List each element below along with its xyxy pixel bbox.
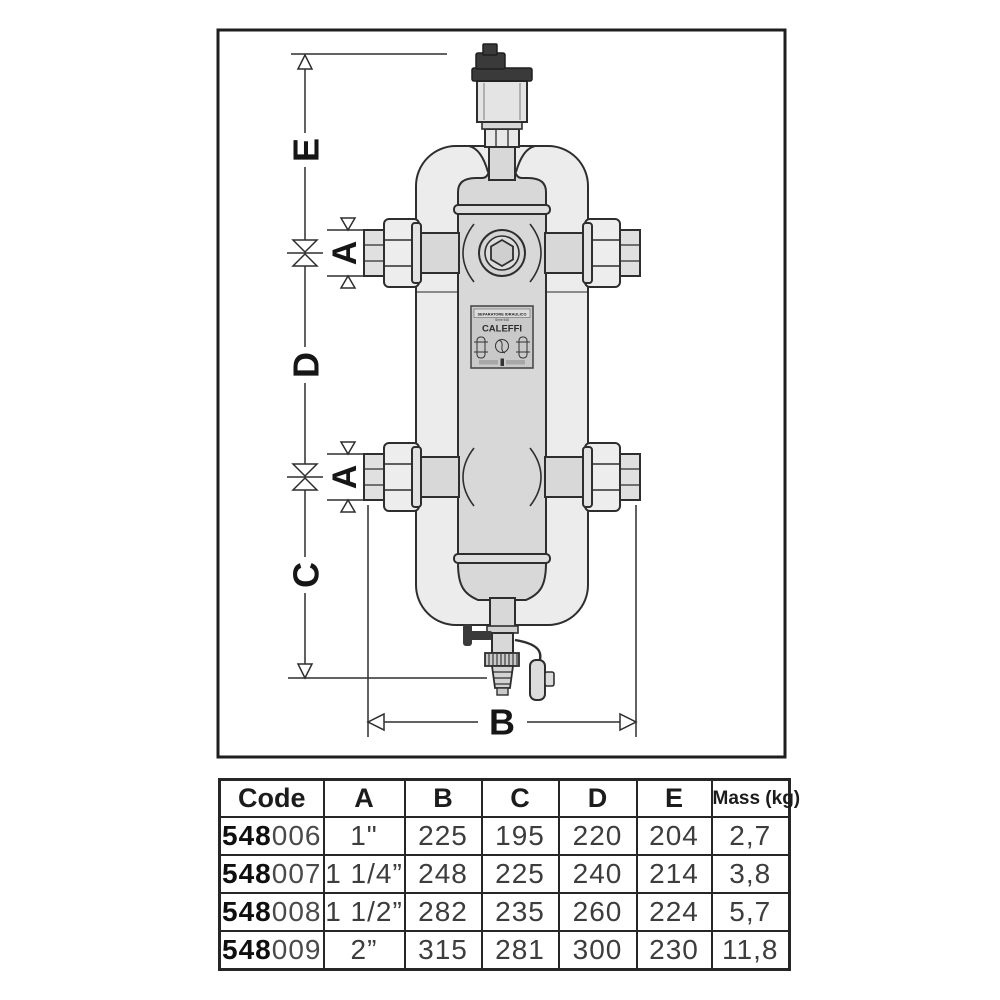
code-cell xyxy=(220,817,324,855)
table-row xyxy=(220,817,790,855)
dim-label-b: B xyxy=(489,701,515,743)
vent-hex-nut xyxy=(485,129,519,147)
cell-b: 225 xyxy=(405,817,482,855)
dim-label-e: E xyxy=(285,137,327,163)
cell-d: 300 xyxy=(559,931,637,970)
cell-mass: 5,7 xyxy=(712,893,790,931)
code-suffix: 007 xyxy=(271,858,322,889)
code-prefix: 548 xyxy=(222,934,272,965)
code-suffix: 009 xyxy=(271,934,322,965)
code-suffix: 006 xyxy=(271,820,322,851)
cell-b: 315 xyxy=(405,931,482,970)
drain-cap-nub xyxy=(545,672,554,686)
code-prefix: 548 xyxy=(222,896,272,927)
vessel-ring xyxy=(454,205,550,214)
cell-e: 204 xyxy=(637,817,712,855)
code-cell xyxy=(220,855,324,893)
cell-mass: 11,8 xyxy=(712,931,790,970)
cell-e: 214 xyxy=(637,855,712,893)
cell-a: 2” xyxy=(324,931,405,970)
cell-b: 248 xyxy=(405,855,482,893)
col-header-e: E xyxy=(637,780,712,818)
cell-e: 224 xyxy=(637,893,712,931)
drain-hose-barb xyxy=(492,666,513,688)
label-smalltext xyxy=(506,360,525,365)
header-row xyxy=(220,780,790,818)
vent-ring xyxy=(472,68,532,81)
drain-handle xyxy=(463,624,472,646)
cell-c: 281 xyxy=(482,931,559,970)
vent-base xyxy=(482,122,522,129)
hex-plug-nut-icon xyxy=(491,240,513,266)
col-header-mass: Mass (kg) xyxy=(712,780,790,818)
vessel-bottom-dome xyxy=(458,563,546,600)
code-cell xyxy=(220,931,324,970)
table-row xyxy=(220,855,790,893)
dim-label-a-lower: A xyxy=(326,464,364,490)
dim-label-d: D xyxy=(285,352,327,378)
cell-b: 282 xyxy=(405,893,482,931)
cell-d: 260 xyxy=(559,893,637,931)
spec-table xyxy=(218,778,801,971)
label-brand: CALEFFI xyxy=(481,323,523,335)
cell-d: 240 xyxy=(559,855,637,893)
cell-mass: 3,8 xyxy=(712,855,790,893)
cell-a: 1 1/4” xyxy=(324,855,405,893)
cell-d: 220 xyxy=(559,817,637,855)
code-suffix: 008 xyxy=(271,896,322,927)
col-header-c: C xyxy=(482,780,559,818)
label-title: SEPARATORE IDRAULICO xyxy=(477,311,527,317)
drain-barb-tip xyxy=(497,688,508,695)
table-row xyxy=(220,893,790,931)
drain-knurled-ring xyxy=(485,653,519,666)
cell-c: 225 xyxy=(482,855,559,893)
code-prefix: 548 xyxy=(222,858,272,889)
label-smalltext xyxy=(479,360,498,365)
spec-table-container xyxy=(218,778,801,971)
col-header-b: B xyxy=(405,780,482,818)
vessel-ring xyxy=(454,554,550,563)
cell-a: 1" xyxy=(324,817,405,855)
product-label xyxy=(471,306,533,368)
drain-body xyxy=(492,633,513,653)
cell-c: 235 xyxy=(482,893,559,931)
code-prefix: 548 xyxy=(222,820,272,851)
dim-label-c: C xyxy=(285,562,327,588)
cell-a: 1 1/2” xyxy=(324,893,405,931)
code-cell xyxy=(220,893,324,931)
label-divider xyxy=(501,359,505,367)
vent-neck xyxy=(489,146,515,180)
label-series: Serie 548 xyxy=(495,318,509,323)
separator-vessel xyxy=(454,146,550,600)
col-header-code: Code xyxy=(220,780,324,818)
vent-nipple xyxy=(483,44,497,55)
cell-c: 195 xyxy=(482,817,559,855)
drain-cap xyxy=(530,660,545,700)
table-row xyxy=(220,931,790,970)
cell-mass: 2,7 xyxy=(712,817,790,855)
col-header-a: A xyxy=(324,780,405,818)
cell-e: 230 xyxy=(637,931,712,970)
col-header-d: D xyxy=(559,780,637,818)
dim-label-a-upper: A xyxy=(326,240,364,266)
